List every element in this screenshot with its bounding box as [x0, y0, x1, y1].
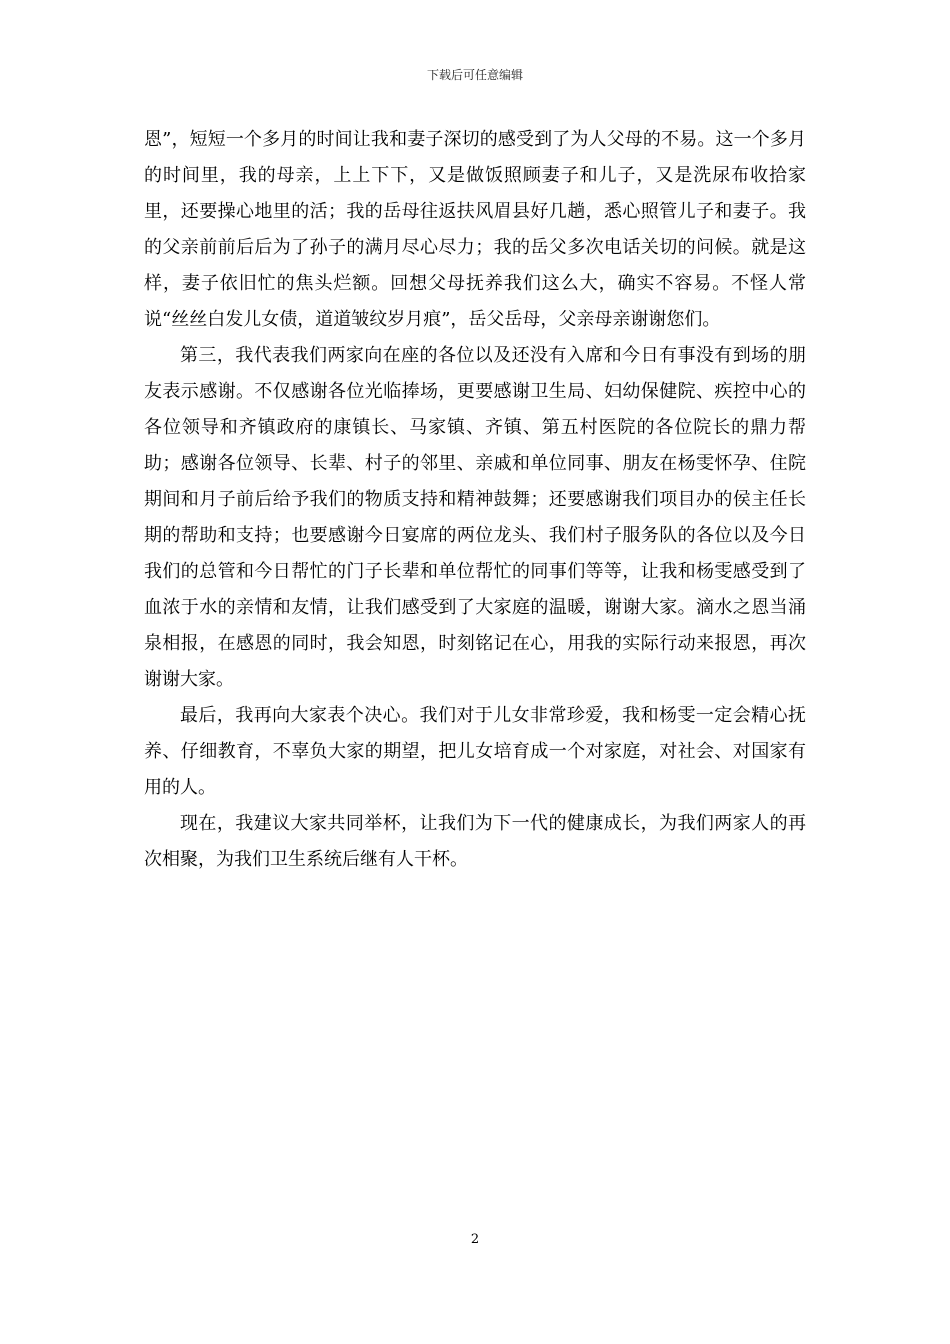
paragraph-toast: 现在，我建议大家共同举杯，让我们为下一代的健康成长，为我们两家人的再次相聚，为我们卫生系统后继有人干杯。: [144, 813, 806, 870]
page-header: 下载后可任意编辑: [426, 68, 523, 82]
paragraph-continuation: 恩”，短短一个多月的时间让我和妻子深切的感受到了为人父母的不易。这一个多月的时间里，我的母亲，上上下下，又是做饭照顾妻子和儿子，又是洗尿布收拾家里，还要操心地里的活；我的岳母往返扶风眉县好几趟，悉心照管儿子和妻子。我的父亲前前后后为了孙子的满月尽心尽力；我的岳父多次电话关切的问候。就是这样，妻子依旧忙的焦头烂额。回想父母抚养我们这么大，确实不容易。不怪人常说“丝丝白发儿女债，道道皱纹岁月痕”，岳父岳母，父亲母亲谢谢您们。: [144, 129, 806, 330]
paragraph-resolution: 最后，我再向大家表个决心。我们对于儿女非常珍爱，我和杨雯一定会精心抚养、仔细教育，不辜负大家的期望，把儿女培育成一个对家庭，对社会、对国家有用的人。: [144, 705, 806, 798]
page-number: 2: [470, 1232, 480, 1247]
paragraph-thanks: 第三，我代表我们两家向在座的各位以及还没有入席和今日有事没有到场的朋友表示感谢。不仅感谢各位光临捧场，更要感谢卫生局、妇幼保健院、疾控中心的各位领导和齐镇政府的康镇长、马家镇、齐镇、第五村医院的各位院长的鼎力帮助；感谢各位领导、长辈、村子的邻里、亲戚和单位同事、朋友在杨雯怀孕、住院期间和月子前后给予我们的物质支持和精神鼓舞；还要感谢我们项目办的侯主任长期的帮助和支持；也要感谢今日宴席的两位龙头、我们村子服务队的各位以及今日我们的总管和今日帮忙的门子长辈和单位帮忙的同事们等等，让我和杨雯感受到了血浓于水的亲情和友情，让我们感受到了大家庭的温暖，谢谢大家。滴水之恩当涌泉相报，在感恩的同时，我会知恩，时刻铭记在心，用我的实际行动来报恩，再次谢谢大家。: [144, 345, 806, 690]
document-body: [144, 122, 806, 878]
